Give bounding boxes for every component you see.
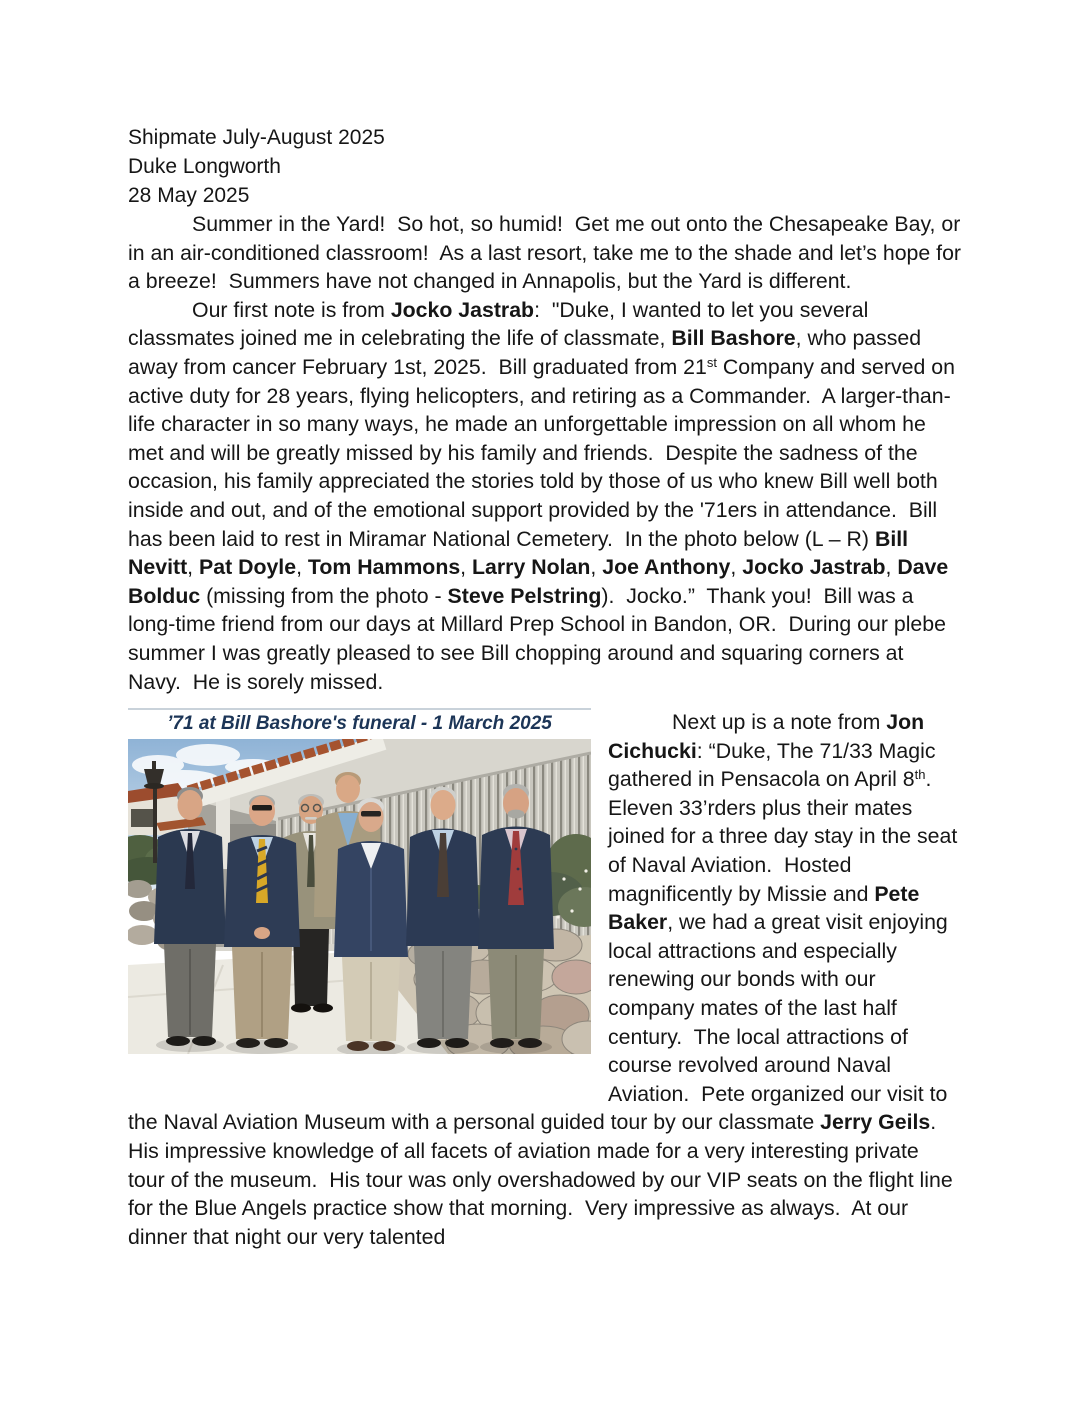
text-run: . Eleven 33’rders plus their mates joined for a three day stay in the seat of Naval Aviation. Hosted magnificently by Missie and [608,767,964,906]
photo-figure [128,708,591,1054]
text-run: , [187,555,200,580]
photo-caption: ’71 at Bill Bashore's funeral - 1 March 2025 [128,708,591,739]
bold-text-run: Jocko Jastrab [390,297,535,322]
text-run: Our first note is from [192,297,391,322]
text-run: , we had a great visit enjoying local attractions and especially renewing our bonds with our company mates of the last half century. The local attractions of course revolved around Naval Aviation. Pete organized our visit to the Naval Aviation Museum with a personal guided tour by our classmate [128,910,954,1135]
header-publication: Shipmate July-August 2025 [128,126,385,149]
bold-text-run: Larry Nolan [472,555,591,580]
text-run: Company and served on active duty for 28 years, flying helicopters, and retiring as a Commander. A larger-than-life character in so many ways, he made an unforgettable impression on all whom he met and will be greatly missed by his family and friends. Despite the sadness of the occasion, his family appreciated the stories told by those of us who knew Bill well both inside and out, and of the emotional support provided by the '71ers in attendance. Bill has been laid to rest in Miramar National Cemetery. In the photo below (L – R) [128,354,961,551]
text-run: , [590,555,603,580]
text-run: Summer in the Yard! So hot, so humid! Get me out onto the Chesapeake Bay, or in an air-conditioned classroom! As a last resort, take me to the shade and let’s hope for a breeze! Summers have not changed in Annapolis, but the Yard is different. [128,212,967,294]
funeral-group-photo [128,739,591,1054]
superscript-run: th [914,767,926,783]
bold-text-run: Pat Doyle [199,555,297,580]
bold-text-run: Bill Nevitt [128,526,914,580]
text-run: ). Jocko.” Thank you! Bill was a long-time friend from our days at Millard Prep School in Bandon, OR. During our plebe summer I was greatly pleased to see Bill chopping around and squaring corners at Navy. He is sorely missed. [128,583,952,694]
document-content [128,123,967,1251]
text-run: Next up is a note from [672,710,887,735]
bold-text-run: Jerry Geils [820,1110,931,1135]
bold-text-run: Tom Hammons [307,555,461,580]
document-header [128,123,961,210]
superscript-run: st [706,354,717,370]
text-run: , [460,555,473,580]
bold-text-run: Joe Anthony [602,555,731,580]
paragraph-intro [128,210,967,296]
bold-text-run: Bill Bashore [671,326,796,351]
paragraph-jocko-note [128,296,961,696]
header-date: 28 May 2025 [128,184,250,207]
bold-text-run: Dave Bolduc [128,555,955,608]
bold-text-run: Steve Pelstring [447,583,602,608]
bold-text-run: Pete Baker [608,881,926,935]
text-run: , who passed away from cancer February 1st, 2025. Bill graduated from 21 [128,326,928,379]
text-run: , [296,555,308,580]
text-run: (missing from the photo - [200,583,448,608]
funeral-group-photo-illustration [128,739,591,1054]
text-run: : “Duke, The 71/33 Magic gathered in Pensacola on April 8 [608,738,942,792]
text-run: , [885,555,898,580]
bold-text-run: Jocko Jastrab [742,555,886,580]
header-author: Duke Longworth [128,155,281,178]
jon-note-section [128,708,964,1251]
text-run: . His impressive knowledge of all facets of aviation made for a very interesting private tour of the museum. His tour was only overshadowed by our VIP seats on the flight line for the Blue Angels practice show that morning. Very impressive as always. At our dinner that night our very talented [128,1110,959,1249]
text-run: , [730,555,743,580]
bold-text-run: Jon Cichucki [608,710,931,763]
text-run: : "Duke, I wanted to let you several classmates joined me in celebrating the life of classmate, [128,297,875,351]
